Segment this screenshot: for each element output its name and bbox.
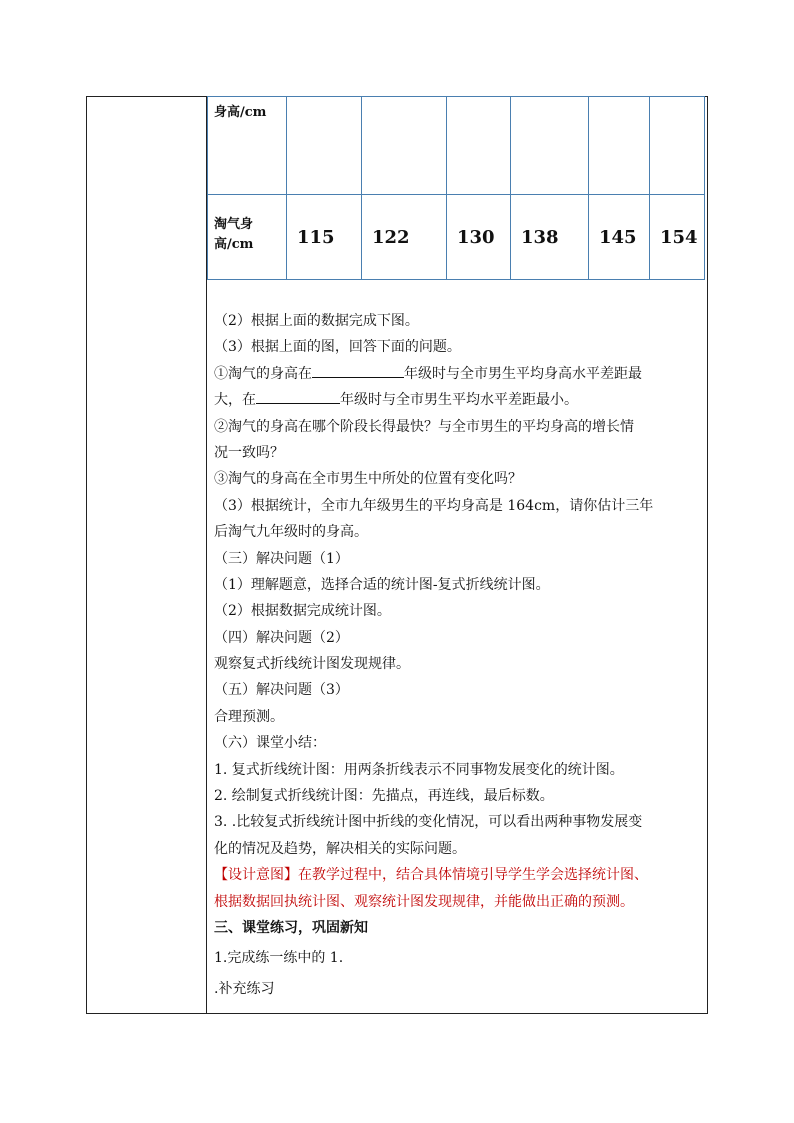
fill-blank	[312, 361, 404, 378]
table-cell	[511, 97, 589, 194]
table-cell-value: 130	[447, 195, 511, 279]
table-cell-value: 138	[511, 195, 589, 279]
fill-blank	[256, 387, 340, 404]
question-3: （3）根据上面的图，回答下面的问题。	[214, 339, 461, 356]
question-3-1-line1	[214, 361, 706, 387]
section-3-item-1: （1）理解题意，选择合适的统计图-复式折线统计图。	[214, 576, 550, 593]
summary-item-2: 2. 绘制复式折线统计图：先描点，再连线，最后标数。	[214, 788, 554, 805]
question-3-2-line1: ②淘气的身高在哪个阶段长得最快？与全市男生的平均身高的增长情	[214, 418, 634, 435]
exercise-1: 1.完成练一练中的 1.	[214, 950, 344, 967]
table-cell-value: 122	[362, 195, 447, 279]
design-intent-line2: 根据数据回执统计图、观察统计图发现规律，并能做出正确的预测。	[214, 893, 634, 910]
section-6-title: （六）课堂小结：	[214, 735, 326, 752]
text-fragment: 大，在	[214, 392, 256, 409]
summary-item-1: 1. 复式折线统计图：用两条折线表示不同事物发展变化的统计图。	[214, 761, 624, 778]
lesson-content	[214, 308, 706, 1002]
table-cell	[589, 97, 650, 194]
row-header-line1: 淘气身	[214, 217, 254, 232]
section-4-text: 观察复式折线统计图发现规律。	[214, 656, 410, 673]
summary-item-3-line1: 3. .比较复式折线统计图中折线的变化情况，可以看出两种事物发展变	[214, 814, 643, 831]
question-3-2-line2: 况一致吗？	[214, 444, 284, 461]
table-row-city-average	[208, 97, 704, 195]
section-5-title: （五）解决问题（3）	[214, 682, 349, 699]
section-3-title: （三）解决问题（1）	[214, 550, 349, 567]
row-header-taoqi-height	[208, 195, 287, 279]
table-cell-value: 154	[660, 226, 698, 248]
height-data-table	[207, 96, 705, 280]
exercise-2: .补充练习	[214, 980, 275, 997]
left-column	[87, 97, 207, 1013]
row-header-height: 身高/cm	[208, 97, 287, 194]
section-3-item-2: （2）根据数据完成统计图。	[214, 603, 391, 620]
table-cell	[362, 97, 447, 194]
question-3-4-line2: 后淘气九年级时的身高。	[214, 524, 368, 541]
design-intent-line1: 【设计意图】在教学过程中，结合具体情境引导学生学会选择统计图、	[214, 867, 648, 884]
table-cell	[650, 97, 706, 194]
table-cell-value: 115	[287, 195, 362, 279]
question-3-4-line1: （3）根据统计，全市九年级男生的平均身高是 164cm，请你估计三年	[214, 497, 654, 514]
summary-item-3-line2: 化的情况及趋势，解决相关的实际问题。	[214, 840, 466, 857]
text-fragment: 年级时与全市男生平均水平差距最小。	[340, 392, 578, 409]
text-fragment: 年级时与全市男生平均身高水平差距最	[404, 365, 642, 382]
table-row-taoqi-height	[208, 195, 704, 279]
question-2: （2）根据上面的数据完成下图。	[214, 313, 419, 329]
question-3-3: ③淘气的身高在全市男生中所处的位置有变化吗？	[214, 471, 522, 488]
section-4-title: （四）解决问题（2）	[214, 629, 349, 646]
table-cell-value: 145	[589, 195, 650, 279]
table-cell	[287, 97, 362, 194]
row-header-line2: 高/cm	[214, 237, 254, 252]
section-5-text: 合理预测。	[214, 708, 284, 725]
text-fragment: ①淘气的身高在	[214, 365, 312, 382]
part-3-title: 三、课堂练习，巩固新知	[214, 919, 368, 936]
table-cell	[447, 97, 511, 194]
question-3-1-line2	[214, 387, 706, 413]
